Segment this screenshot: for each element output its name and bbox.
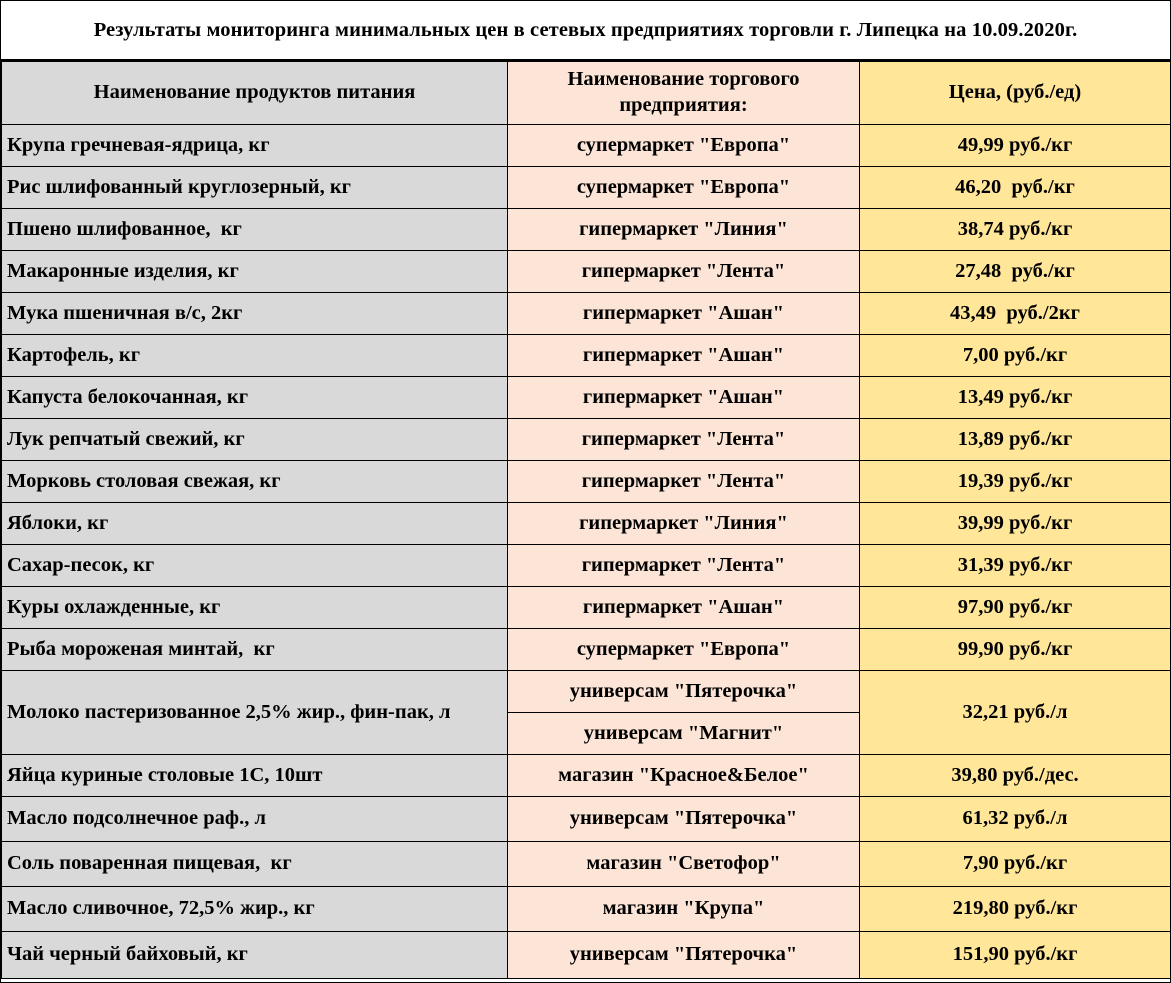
table-row: [2, 629, 1171, 671]
product-name: Сахар-песок, кг: [2, 545, 508, 587]
header-price: Цена, (руб./ед): [860, 62, 1171, 125]
product-name: Морковь столовая свежая, кг: [2, 461, 508, 503]
product-name: Масло подсолнечное раф., л: [2, 797, 508, 842]
store-name: гипермаркет "Линия": [508, 503, 860, 545]
product-name: Соль поваренная пищевая, кг: [2, 842, 508, 887]
product-name: Картофель, кг: [2, 335, 508, 377]
price-value: 39,80 руб./дес.: [860, 755, 1171, 797]
table-row: [2, 377, 1171, 419]
price-value: 7,90 руб./кг: [860, 842, 1171, 887]
price-value: 99,90 руб./кг: [860, 629, 1171, 671]
store-name: универсам "Магнит": [508, 713, 860, 755]
product-name: Рыба мороженая минтай, кг: [2, 629, 508, 671]
store-name: гипермаркет "Линия": [508, 209, 860, 251]
table-row: [2, 251, 1171, 293]
table-row: [2, 545, 1171, 587]
table-row: [2, 587, 1171, 629]
store-name: супермаркет "Европа": [508, 125, 860, 167]
product-name: Яблоки, кг: [2, 503, 508, 545]
page-title: Результаты мониторинга минимальных цен в сетевых предприятиях торговли г. Липецка на 10.09.2020г.: [1, 1, 1170, 61]
table-row: [2, 842, 1171, 887]
store-name: универсам "Пятерочка": [508, 671, 860, 713]
store-name: гипермаркет "Лента": [508, 461, 860, 503]
header-store: Наименование торгового предприятия:: [508, 62, 860, 125]
table-row: [2, 209, 1171, 251]
store-name: магазин "Крупа": [508, 887, 860, 932]
table-row: [2, 755, 1171, 797]
price-table: [1, 61, 1171, 979]
store-name: гипермаркет "Ашан": [508, 293, 860, 335]
price-value: 97,90 руб./кг: [860, 587, 1171, 629]
price-value: 19,39 руб./кг: [860, 461, 1171, 503]
price-value: 49,99 руб./кг: [860, 125, 1171, 167]
price-value: 13,49 руб./кг: [860, 377, 1171, 419]
store-name: универсам "Пятерочка": [508, 932, 860, 979]
price-value: 27,48 руб./кг: [860, 251, 1171, 293]
product-name: Куры охлажденные, кг: [2, 587, 508, 629]
product-name: Макаронные изделия, кг: [2, 251, 508, 293]
table-row: [2, 293, 1171, 335]
table-row: [2, 932, 1171, 979]
store-name: гипермаркет "Ашан": [508, 377, 860, 419]
header-product: Наименование продуктов питания: [2, 62, 508, 125]
store-name: магазин "Красное&Белое": [508, 755, 860, 797]
product-name: Мука пшеничная в/с, 2кг: [2, 293, 508, 335]
table-row: [2, 887, 1171, 932]
product-name: Яйца куриные столовые 1С, 10шт: [2, 755, 508, 797]
product-name: Рис шлифованный круглозерный, кг: [2, 167, 508, 209]
store-name: универсам "Пятерочка": [508, 797, 860, 842]
table-header-row: [2, 62, 1171, 125]
table-row: [2, 125, 1171, 167]
table-row: [2, 671, 1171, 713]
product-name: Крупа гречневая-ядрица, кг: [2, 125, 508, 167]
price-value: 43,49 руб./2кг: [860, 293, 1171, 335]
product-name: Лук репчатый свежий, кг: [2, 419, 508, 461]
table-row: [2, 461, 1171, 503]
product-name: Пшено шлифованное, кг: [2, 209, 508, 251]
price-value: 61,32 руб./л: [860, 797, 1171, 842]
price-value: 13,89 руб./кг: [860, 419, 1171, 461]
price-value: 7,00 руб./кг: [860, 335, 1171, 377]
product-name: Чай черный байховый, кг: [2, 932, 508, 979]
table-row: [2, 335, 1171, 377]
price-value: 151,90 руб./кг: [860, 932, 1171, 979]
store-name: гипермаркет "Ашан": [508, 587, 860, 629]
store-name: гипермаркет "Лента": [508, 545, 860, 587]
table-row: [2, 167, 1171, 209]
store-name: супермаркет "Европа": [508, 629, 860, 671]
price-value: 32,21 руб./л: [860, 671, 1171, 755]
price-value: 39,99 руб./кг: [860, 503, 1171, 545]
product-name: Молоко пастеризованное 2,5% жир., фин-пак, л: [2, 671, 508, 755]
store-name: супермаркет "Европа": [508, 167, 860, 209]
store-name: гипермаркет "Лента": [508, 251, 860, 293]
store-name: магазин "Светофор": [508, 842, 860, 887]
table-row: [2, 797, 1171, 842]
price-value: 38,74 руб./кг: [860, 209, 1171, 251]
price-value: 31,39 руб./кг: [860, 545, 1171, 587]
store-name: гипермаркет "Ашан": [508, 335, 860, 377]
table-row: [2, 503, 1171, 545]
product-name: Капуста белокочанная, кг: [2, 377, 508, 419]
price-value: 46,20 руб./кг: [860, 167, 1171, 209]
store-name: гипермаркет "Лента": [508, 419, 860, 461]
table-row: [2, 419, 1171, 461]
product-name: Масло сливочное, 72,5% жир., кг: [2, 887, 508, 932]
price-value: 219,80 руб./кг: [860, 887, 1171, 932]
